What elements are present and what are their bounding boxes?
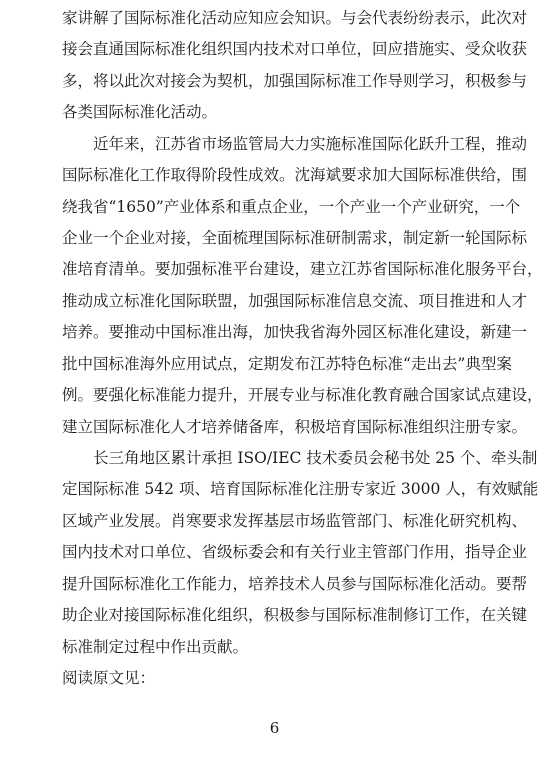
paragraph-2-line-3: 绕我省“1650”产业体系和重点企业，一个产业一个产业研究，一个 [62, 197, 521, 216]
paragraph-1-line-1: 家讲解了国际标准化活动应知应会知识。与会代表纷纷表示，此次对 [62, 9, 528, 27]
paragraph-3-line-5: 提升国际标准化工作能力，培养技术人员参与国际标准化活动。要帮 [62, 574, 528, 593]
paragraph-2-line-6: 推动成立标准化国际联盟，加强国际标准信息交流、项目推进和人才 [62, 291, 528, 310]
paragraph-3-line-1: 长三角地区累计承担 ISO/IEC 技术委员会秘书处 25 个、牵头制 [93, 449, 538, 467]
paragraph-2-line-8: 批中国标准海外应用试点，定期发布江苏特色标准“走出去”典型案 [62, 354, 512, 373]
page-number: 6 [269, 719, 280, 737]
paragraph-3-line-2: 定国际标准 542 项、培育国际标准化注册专家近 3000 人，有效赋能 [62, 480, 539, 499]
paragraph-2-line-10: 建立国际标准化人才培养储备库，积极培育国际标准组织注册专家。 [62, 417, 528, 436]
paragraph-2-line-9: 例。要强化标准能力提升，开展专业与标准化教育融合国家试点建设， [62, 386, 543, 405]
paragraph-2-line-4: 企业一个企业对接，全面梳理国际标准研制需求，制定新一轮国际标 [62, 229, 528, 247]
paragraph-3-line-6: 助企业对接国际标准化组织，积极参与国际标准制修订工作，在关键 [62, 606, 528, 625]
paragraph-2-line-1: 近年来，江苏省市场监管局大力实施标准国际化跃升工程，推动 [93, 134, 528, 153]
paragraph-2-line-5: 准培育清单。要加强标准平台建设，建立江苏省国际标准化服务平台， [62, 260, 543, 279]
paragraph-3-line-4: 国内技术对口单位、省级标委会和有关行业主管部门作用，指导企业 [62, 543, 528, 562]
paragraph-2-line-2: 国际标准化工作取得阶段性成效。沈海斌要求加大国际标准供给，围 [62, 166, 528, 185]
paragraph-3-line-3: 区域产业发展。肖寒要求发挥基层市场监管部门、标准化研究机构、 [62, 511, 528, 530]
paragraph-1-line-2: 接会直通国际标准化组织国内技术对口单位，回应措施实、受众收获 [62, 40, 528, 59]
paragraph-3-line-7: 标准制定过程中作出贡献。 [62, 637, 249, 656]
read-original-label: 阅读原文见： [62, 669, 156, 687]
paragraph-2-line-7: 培养。要推动中国标准出海，加快我省海外园区标准化建设，新建一 [62, 323, 528, 342]
paragraph-1-line-4: 各类国际标准化活动。 [62, 103, 218, 122]
paragraph-1-line-3: 多，将以此次对接会为契机，加强国际标准工作导则学习，积极参与 [62, 71, 528, 90]
